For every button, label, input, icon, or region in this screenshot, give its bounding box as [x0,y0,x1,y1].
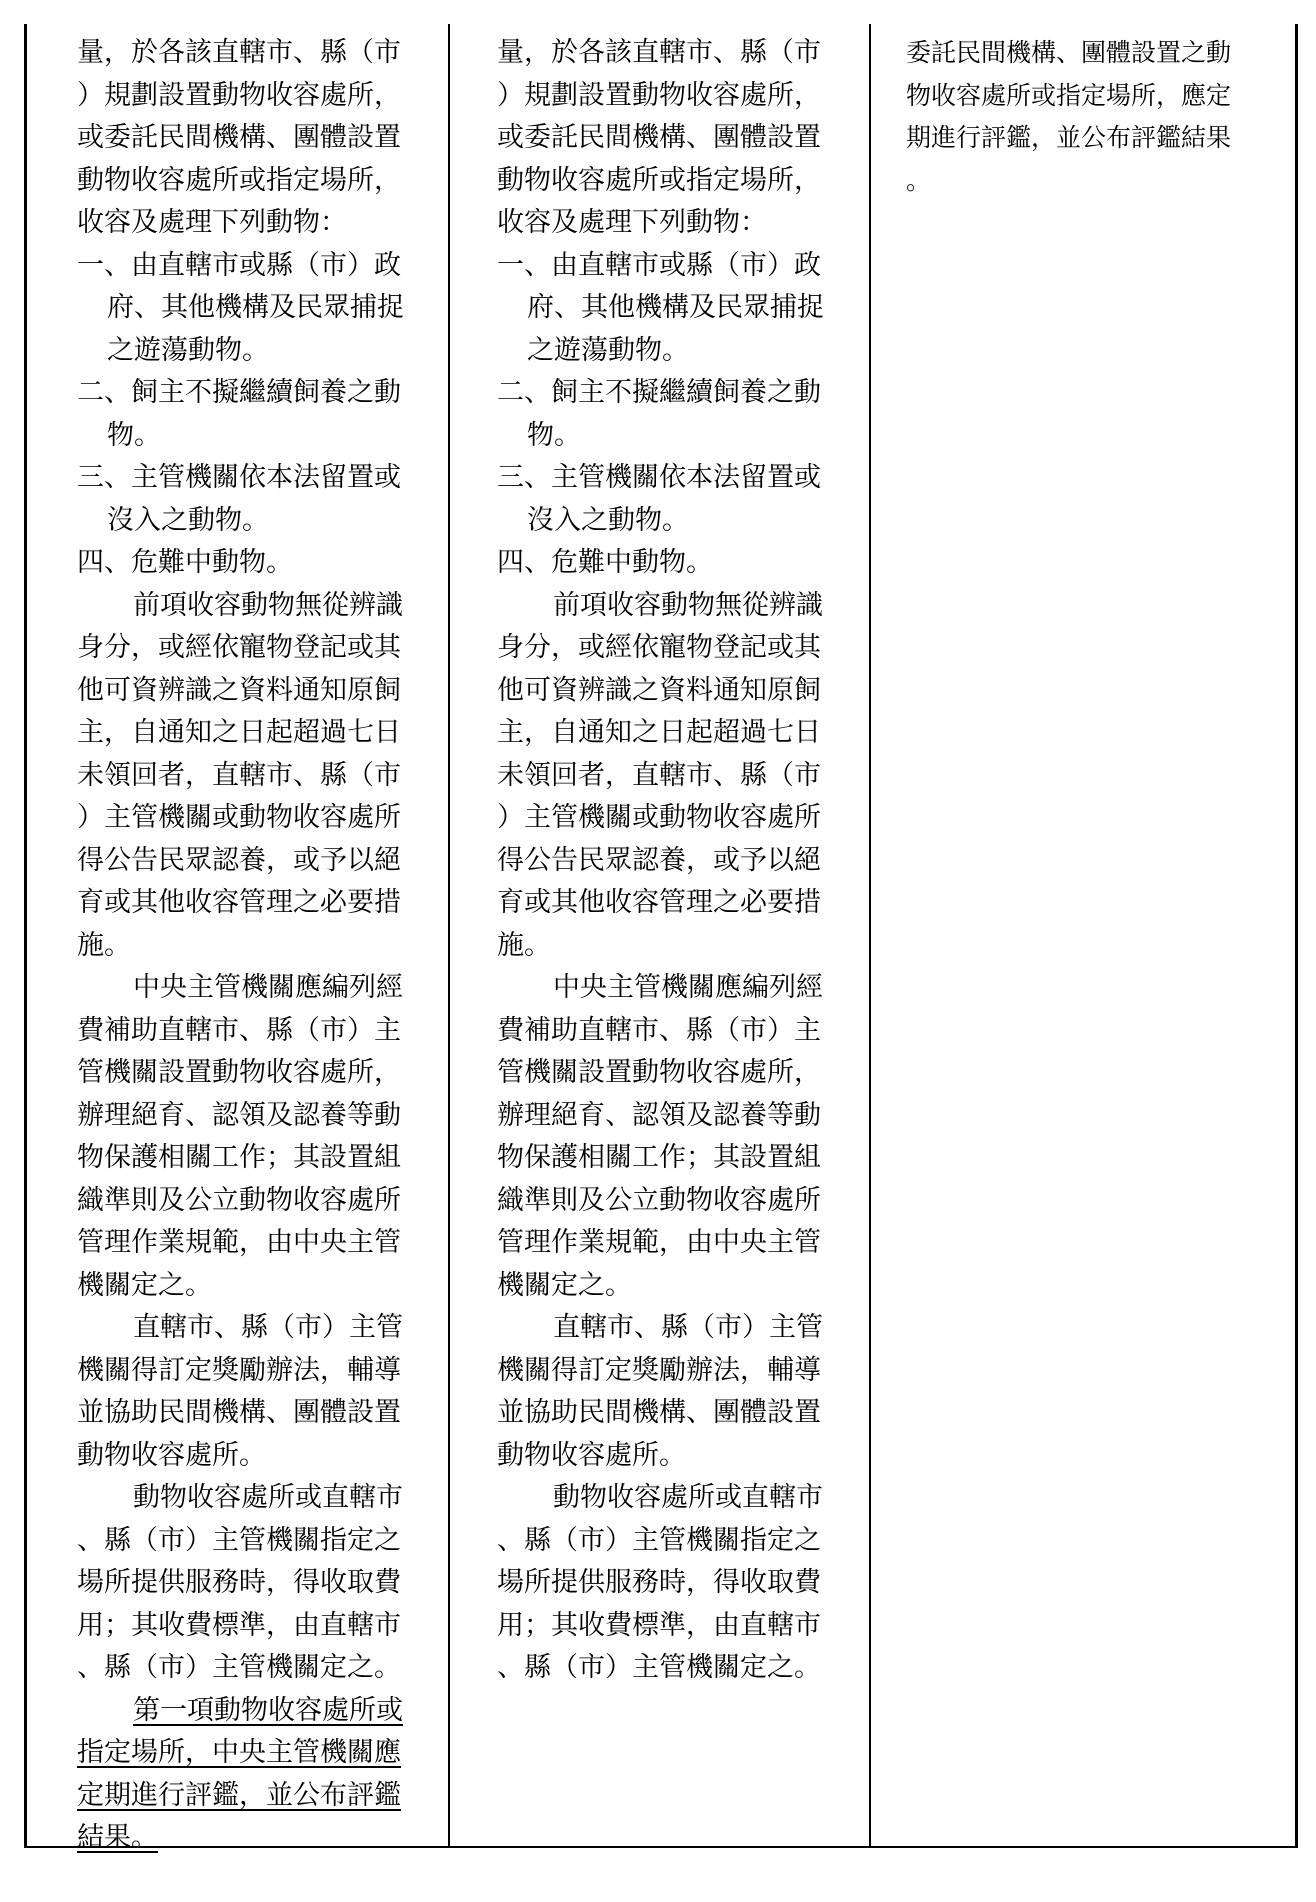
text-line [77,1690,437,1733]
text-line: 施。 [77,929,131,961]
underlined-amendment-text: 指定場所，中央主管機關應 [77,1737,401,1768]
amended-text-column [27,24,450,1853]
text-line: 或委託民間機構、團體設置 [497,122,821,153]
text-line: 施。 [497,929,551,961]
text-line: 用；其收費標準，由直轄市 [497,1609,821,1641]
text-line: 動物收容處所或指定場所， [497,164,821,196]
text-line: 管理作業規範，由中央主管 [497,1227,821,1258]
comparison-table [24,24,1298,1853]
text-line: 管機關設置動物收容處所， [77,1057,401,1088]
text-line: 管理作業規範，由中央主管 [77,1227,401,1258]
text-line: 之遊蕩動物。 [527,334,689,366]
text-line: 物。 [107,419,161,451]
text-line: 收容及處理下列動物： [77,207,347,238]
text-line: 收容及處理下列動物： [497,207,767,238]
text-line: 沒入之動物。 [107,504,269,536]
text-line: ）主管機關或動物收容處所 [77,802,401,833]
current-text-body [497,32,861,1690]
text-line: 機關得訂定獎勵辦法，輔導 [77,1354,401,1386]
text-line: 一、由直轄市或縣（市）政 [497,249,821,281]
text-line: 主，自通知之日起超過七日 [77,717,401,748]
text-line: 直轄市、縣（市）主管 [133,1312,403,1343]
text-line: 一、由直轄市或縣（市）政 [77,249,401,281]
text-line: 。 [906,165,932,195]
text-line: 四、危難中動物。 [497,547,713,578]
text-line: 動物收容處所。 [497,1439,686,1471]
text-line: 育或其他收容管理之必要措 [77,887,401,918]
text-line: 用；其收費標準，由直轄市 [77,1609,401,1641]
text-line: 三、主管機關依本法留置或 [497,462,821,493]
text-line: 前項收容動物無從辨識 [133,589,403,621]
text-line: 量，於各該直轄市、縣（市 [497,37,821,68]
underlined-amendment-text: 定期進行評鑑，並公布評鑑 [77,1779,401,1811]
text-line: 未領回者，直轄市、縣（市 [497,759,821,791]
text-line: 動物收容處所。 [77,1439,266,1471]
text-line: 沒入之動物。 [527,504,689,536]
text-line: 身分，或經依寵物登記或其 [497,632,821,663]
text-line: 期進行評鑑，並公布評鑑結果 [906,123,1232,152]
text-line: 得公告民眾認養，或予以絕 [497,844,821,876]
text-line: 動物收容處所或指定場所， [77,164,401,196]
text-line: 並協助民間機構、團體設置 [497,1397,821,1428]
text-line [77,1732,437,1775]
text-line: 機關定之。 [497,1269,632,1301]
underlined-amendment-text: 第一項動物收容處所或 [133,1694,403,1726]
text-line [77,1775,437,1818]
text-line: 物保護相關工作；其設置組 [497,1142,821,1173]
explanation-column [871,24,1298,1846]
text-line: 機關定之。 [77,1269,212,1301]
text-line: 、縣（市）主管機關定之。 [497,1652,821,1683]
text-line: 二、飼主不擬繼續飼養之動 [497,377,821,408]
text-line: 織準則及公立動物收容處所 [497,1184,821,1216]
text-line: 或委託民間機構、團體設置 [77,122,401,153]
text-line: 機關得訂定獎勵辦法，輔導 [497,1354,821,1386]
explanation-body [906,32,1290,202]
text-line: ）規劃設置動物收容處所， [497,79,821,111]
text-line: 府、其他機構及民眾捕捉 [107,292,404,323]
text-line: 、縣（市）主管機關指定之 [497,1524,821,1556]
text-line: 四、危難中動物。 [77,547,293,578]
text-line: ）主管機關或動物收容處所 [497,802,821,833]
text-line: 、縣（市）主管機關指定之 [77,1524,401,1556]
text-line: 直轄市、縣（市）主管 [553,1312,823,1343]
text-line: 育或其他收容管理之必要措 [497,887,821,918]
text-line: 身分，或經依寵物登記或其 [77,632,401,663]
text-line: 物。 [527,419,581,451]
text-line: 物保護相關工作；其設置組 [77,1142,401,1173]
text-line: 辦理絕育、認領及認養等動 [497,1099,821,1131]
text-line: 動物收容處所或直轄市 [133,1482,403,1513]
text-line: 管機關設置動物收容處所， [497,1057,821,1088]
text-line: 織準則及公立動物收容處所 [77,1184,401,1216]
text-line: 他可資辨識之資料通知原飼 [77,674,401,706]
underlined-amendment-text: 結果。 [77,1822,158,1853]
text-line: 二、飼主不擬繼續飼養之動 [77,377,401,408]
text-line: 並協助民間機構、團體設置 [77,1397,401,1428]
text-line: 動物收容處所或直轄市 [553,1482,823,1513]
text-line: 中央主管機關應編列經 [133,972,403,1003]
text-line: 物收容處所或指定場所，應定 [906,80,1232,110]
text-line: 府、其他機構及民眾捕捉 [527,292,824,323]
text-line: 得公告民眾認養，或予以絕 [77,844,401,876]
text-line [77,1817,437,1860]
current-text-column [450,24,871,1846]
amended-text-body [77,32,437,1860]
text-line: 他可資辨識之資料通知原飼 [497,674,821,706]
text-line: 、縣（市）主管機關定之。 [77,1652,401,1683]
text-line: ）規劃設置動物收容處所， [77,79,401,111]
text-line: 費補助直轄市、縣（市）主 [497,1014,821,1046]
text-line: 辦理絕育、認領及認養等動 [77,1099,401,1131]
text-line: 場所提供服務時，得收取費 [497,1567,821,1598]
text-line: 未領回者，直轄市、縣（市 [77,759,401,791]
text-line: 主，自通知之日起超過七日 [497,717,821,748]
text-line: 中央主管機關應編列經 [553,972,823,1003]
text-line: 三、主管機關依本法留置或 [77,462,401,493]
text-line: 委託民間機構、團體設置之動 [906,38,1232,67]
text-line: 費補助直轄市、縣（市）主 [77,1014,401,1046]
text-line: 之遊蕩動物。 [107,334,269,366]
text-line: 量，於各該直轄市、縣（市 [77,37,401,68]
text-line: 場所提供服務時，得收取費 [77,1567,401,1598]
text-line: 前項收容動物無從辨識 [553,589,823,621]
